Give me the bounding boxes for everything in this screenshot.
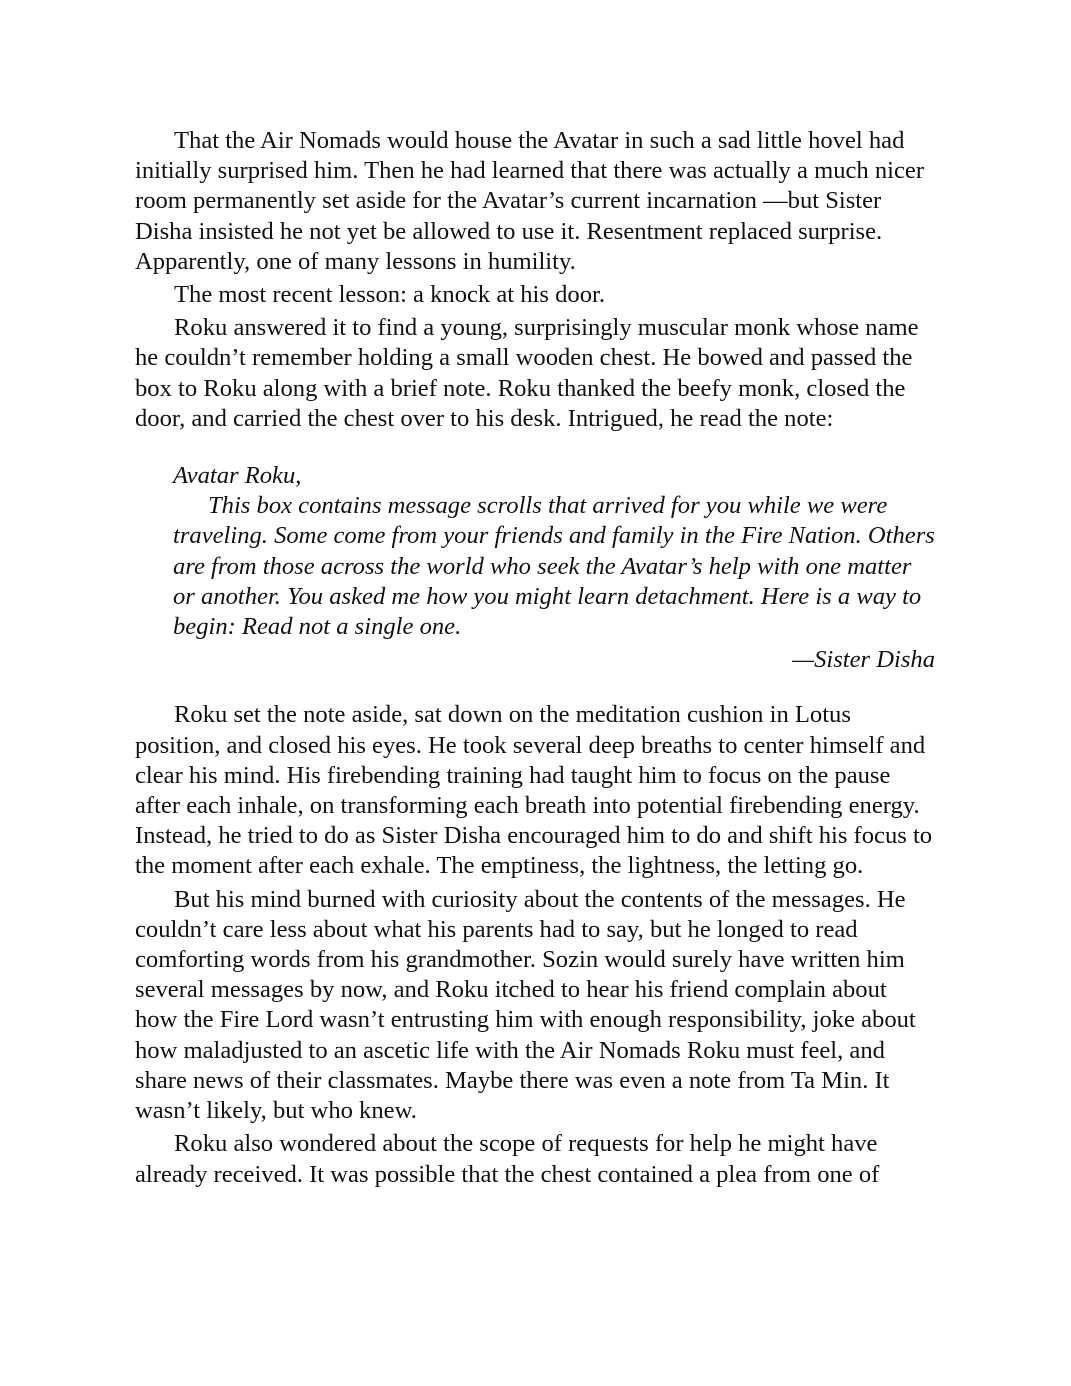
paragraph: Roku set the note aside, sat down on the meditation cushion in Lotus position, and closed his eyes. He took several deep breaths to center himself and clear his mind. His firebending training had taught him to focus on the pause after each inhale, on transforming each breath into potential firebending energy. Instead, he tried to do as Sister Disha encouraged him to do and shift his focus to the moment after each exhale. The emptiness, the lightness, the letting go. <box>135 701 933 880</box>
paragraph: The most recent lesson: a knock at his door. <box>174 281 605 309</box>
book-page <box>135 126 935 1193</box>
paragraph: That the Air Nomads would house the Avatar in such a sad little hovel had initially surprised him. Then he had learned that there was actually a much nicer room permanently set aside for the Avatar’s current incarnation —but Sister Disha insisted he not yet be allowed to use it. Resentment replaced surprise. Apparently, one of many lessons in humility. <box>135 127 925 275</box>
letter-note <box>173 461 935 675</box>
paragraph: Roku answered it to find a young, surprisingly muscular monk whose name he couldn’t remember holding a small wooden chest. He bowed and passed the box to Roku along with a brief note. Roku thanked the beefy monk, closed the door, and carried the chest over to his desk. Intrigued, he read the note: <box>135 314 919 432</box>
paragraph: Roku also wondered about the scope of requests for help he might have already received. It was possible that the chest contained a plea from one of <box>135 1130 880 1188</box>
note-body: This box contains message scrolls that arrived for you while we were traveling. Some come from your friends and family in the Fire Nation. Others are from those across the world who seek the Avatar’s help with one matter or another. You asked me how you might learn detachment. Here is a way to begin: Read not a single one. <box>173 492 935 641</box>
paragraph: But his mind burned with curiosity about the contents of the messages. He couldn’t care less about what his parents had to say, but he longed to read comforting words from his grandmother. Sozin would surely have written him several messages by now, and Roku itched to hear his friend complain about how the Fire Lord wasn’t entrusting him with enough responsibility, joke about how maladjusted to an ascetic life with the Air Nomads Roku must feel, and share news of their classmates. Maybe there was even a note from Ta Min. It wasn’t likely, but who knew. <box>135 885 916 1125</box>
note-salutation: Avatar Roku, <box>173 462 302 490</box>
note-signature: —Sister Disha <box>792 646 935 674</box>
